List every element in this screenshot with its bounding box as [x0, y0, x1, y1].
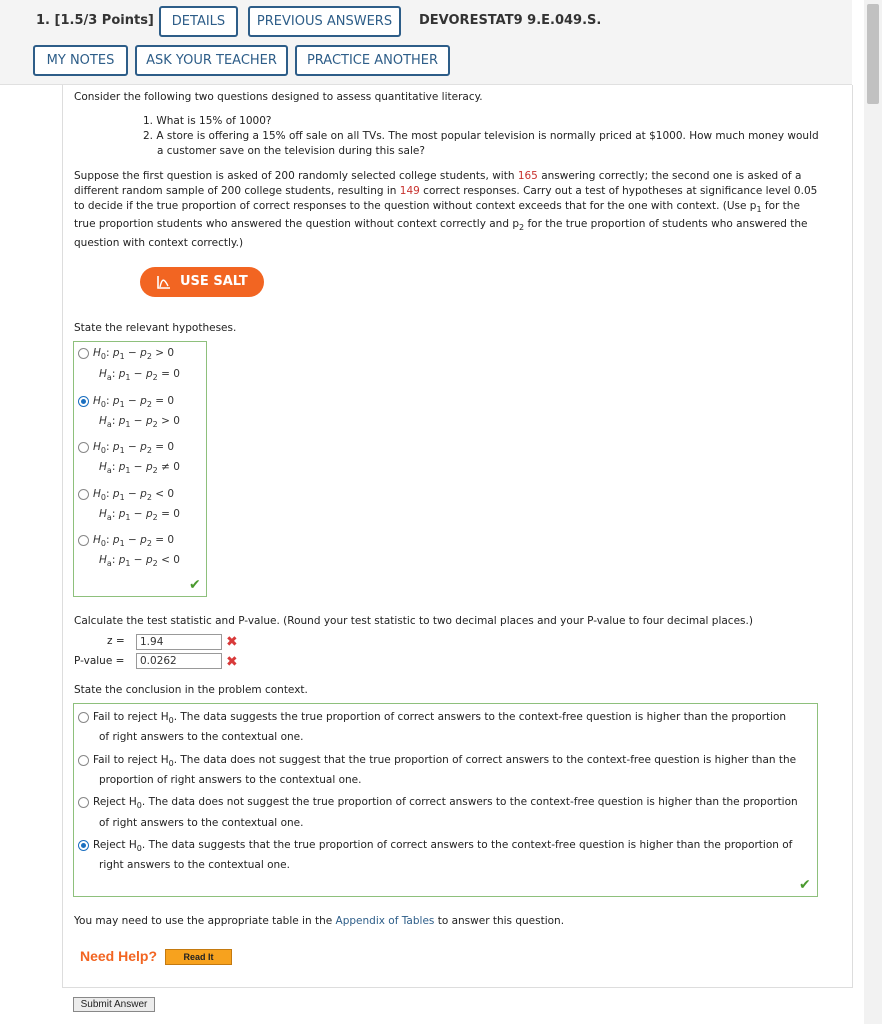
conclusion-option-3-cont: of right answers to the contextual one. [99, 817, 304, 829]
hypothesis-5-h0: $H_0$: $p_1 - p_2 = 0$ [93, 534, 175, 549]
p-value-input[interactable]: 0.0262 [136, 653, 222, 669]
use-salt-button[interactable]: USE SALT [140, 267, 264, 297]
hypothesis-3-h0: $H_0$: $p_1 - p_2 = 0$ [93, 441, 175, 456]
conclusion-option-4: Reject $H_0$. The data suggests that the true proportion of correct answers to the context-free question is higher than the proportion of [93, 839, 793, 854]
hypothesis-4-h0: $H_0$: $p_1 - p_2 < 0$ [93, 488, 175, 503]
conclusion-option-1: Fail to reject $H_0$. The data suggests the true proportion of correct answers to the context-free question is higher than the proportion [93, 711, 787, 726]
hypothesis-5-ha: $H_a$: $p_1 - p_2 < 0$ [99, 554, 180, 569]
hypothesis-radio-4[interactable] [78, 489, 89, 500]
hypothesis-1-h0: $H_0$: $p_1 - p_2 > 0$ [93, 347, 175, 362]
conclusion-option-3: Reject $H_0$. The data does not suggest the true proportion of correct answers to the context-free question is higher than the proportion [93, 796, 798, 811]
conclusion-option-4-cont: right answers to the contextual one. [99, 859, 290, 871]
question-item-2: 2. A store is offering a 15% off sale on all TVs. The most popular television is normally priced at $1000. How much money would [143, 130, 819, 142]
conclusion-radio-3[interactable] [78, 797, 89, 808]
conclusion-option-2-cont: proportion of right answers to the contextual one. [99, 774, 362, 786]
scenario-line-2: different random sample of 200 college students, resulting in 149 correct responses. Carry out a test of hypotheses at significance level 0.05 [74, 185, 818, 197]
incorrect-x-icon: ✖ [226, 634, 238, 650]
hypothesis-radio-1[interactable] [78, 348, 89, 359]
my-notes-button[interactable]: MY NOTES [33, 45, 128, 76]
question-title: 1. [1.5/3 Points] [36, 13, 154, 28]
conclusion-option-2: Fail to reject $H_0$. The data does not suggest that the true proportion of correct answers to the context-free question is higher than the [93, 754, 797, 769]
read-it-button[interactable]: Read It [165, 949, 232, 965]
scenario-line-4: true proportion students who answered the question without context correctly and $p_2$ for the true proportion of students who answered the [74, 218, 808, 233]
question-item-2-cont: a customer save on the television during this sale? [157, 145, 425, 157]
salt-chart-icon [156, 274, 172, 290]
scrollbar[interactable] [864, 0, 882, 1024]
previous-answers-button[interactable]: PREVIOUS ANSWERS [248, 6, 401, 37]
incorrect-x-icon: ✖ [226, 654, 238, 670]
need-help-label: Need Help? [80, 948, 158, 964]
submit-answer-button[interactable]: Submit Answer [73, 997, 155, 1012]
scrollbar-thumb[interactable] [867, 4, 879, 104]
scenario-line-3: to decide if the true proportion of correct responses to the question without context exceeds that for the one with context. (Use $p_1$ for the [74, 200, 800, 215]
question-id: DEVORESTAT9 9.E.049.S. [419, 13, 602, 28]
conclusion-radio-4[interactable] [78, 840, 89, 851]
appendix-link[interactable]: Appendix of Tables [335, 915, 435, 927]
hypothesis-1-ha: $H_a$: $p_1 - p_2 = 0$ [99, 368, 180, 383]
conclusion-option-1-cont: of right answers to the contextual one. [99, 731, 304, 743]
hypothesis-2-ha: $H_a$: $p_1 - p_2 > 0$ [99, 415, 180, 430]
hypothesis-radio-2[interactable] [78, 396, 89, 407]
appendix-note: You may need to use the appropriate table in the Appendix of Tables to answer this question. [74, 915, 565, 927]
hypothesis-3-ha: $H_a$: $p_1 - p_2 \ne 0$ [99, 461, 180, 476]
correct-check-icon: ✔ [189, 577, 201, 593]
calc-prompt: Calculate the test statistic and P-value. (Round your test statistic to two decimal places and your P-value to four decimal places.) [74, 615, 753, 627]
hypothesis-radio-3[interactable] [78, 442, 89, 453]
question-item-1: 1. What is 15% of 1000? [143, 115, 272, 127]
hypothesis-4-ha: $H_a$: $p_1 - p_2 = 0$ [99, 508, 180, 523]
practice-another-button[interactable]: PRACTICE ANOTHER [295, 45, 450, 76]
p-value-label: P-value = [74, 655, 125, 667]
conclusion-radio-2[interactable] [78, 755, 89, 766]
hypothesis-radio-5[interactable] [78, 535, 89, 546]
details-button[interactable]: DETAILS [159, 6, 238, 37]
intro-text: Consider the following two questions designed to assess quantitative literacy. [74, 91, 483, 103]
scenario-line-1: Suppose the first question is asked of 200 randomly selected college students, with 165 answering correctly; the second one is asked of a [74, 170, 802, 182]
hypotheses-prompt: State the relevant hypotheses. [74, 322, 237, 334]
conclusion-prompt: State the conclusion in the problem context. [74, 684, 308, 696]
scenario-line-5: question with context correctly.) [74, 237, 244, 249]
ask-teacher-button[interactable]: ASK YOUR TEACHER [135, 45, 288, 76]
z-label: z = [107, 635, 125, 647]
correct-check-icon: ✔ [799, 877, 811, 893]
hypothesis-2-h0: $H_0$: $p_1 - p_2 = 0$ [93, 395, 175, 410]
conclusion-radio-1[interactable] [78, 712, 89, 723]
z-input[interactable]: 1.94 [136, 634, 222, 650]
